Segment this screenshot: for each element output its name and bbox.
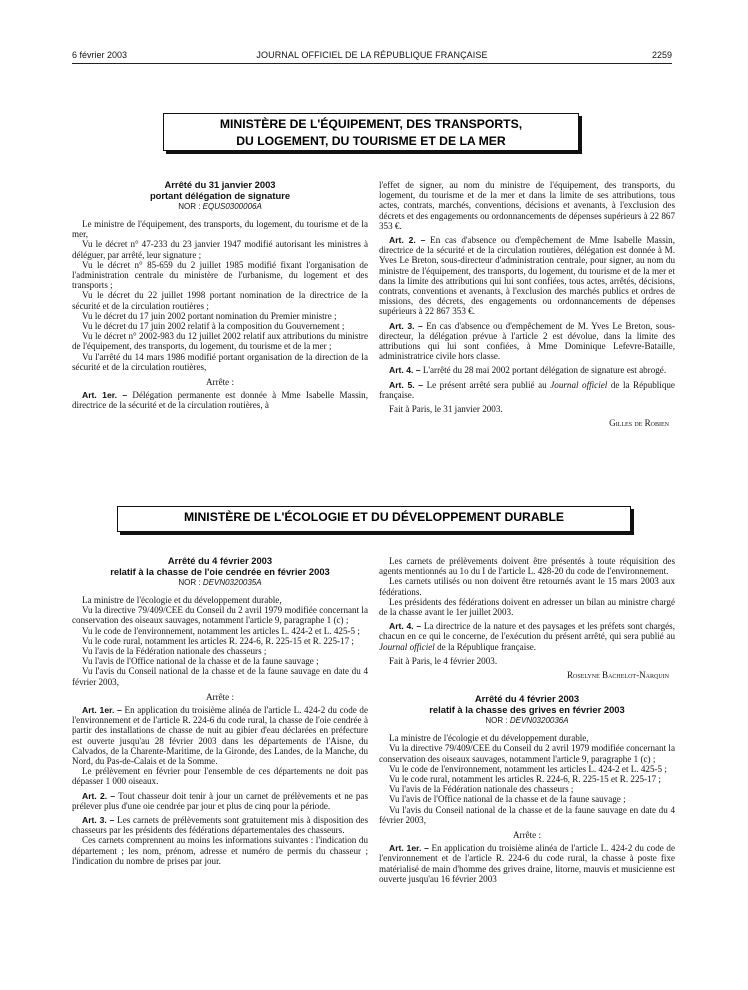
arrete-1-article-5: Art. 5. – Le présent arrêté sera publié au Journal officiel de la République française. xyxy=(379,379,675,400)
arrete-2-article-3-p3: Les carnets de prélèvements doivent être présentés à toute réquisition des agents mentionnés au 1o du I de l'article L. 428-20 du code de l'environnement. xyxy=(379,556,675,577)
arrete-1-arrete-label: Arrête : xyxy=(205,377,235,388)
arrete-1-article-4: Art. 4. – L'arrêté du 28 mai 2002 portant délégation de signature est abrogé. xyxy=(389,365,667,376)
arrete-1-subtitle: portant délégation de signature xyxy=(149,189,291,201)
arrete-2-fait: Fait à Paris, le 4 février 2003. xyxy=(389,655,498,666)
arrete-2-column-right xyxy=(379,556,675,884)
arrete-2-nor: NOR : DEVN0320035A xyxy=(178,578,262,587)
arrete-2-article-3-p5: Les présidents des fédérations doivent en adresser un bilan au ministre chargé de la chasse avant le 1er juillet 2003. xyxy=(379,596,675,618)
arrete-3-subtitle: relatif à la chasse des grives en février 2003 xyxy=(429,703,625,715)
arrete-1-signature: Gilles de Robien xyxy=(609,418,669,429)
journal-title: JOURNAL OFFICIEL DE LA RÉPUBLIQUE FRANÇAISE xyxy=(256,50,488,60)
arrete-2-column-left xyxy=(72,556,368,866)
page-date: 6 février 2003 xyxy=(72,50,128,60)
ministry-line-2: DU LOGEMENT, DU TOURISME ET DE LA MER xyxy=(236,134,506,148)
arrete-1-article-2: Art. 2. – En cas d'absence ou d'empêchement de Mme Isabelle Massin, directrice de la sécurité et de la circulation routières, délégation est donnée à M. Yves Le Breton, sous-directeur d'administration centrale, pour signer, au nom du ministre de l'équipement, des transports, du logement, du tourisme et de la mer et dans la limite des attributions qui lui sont confiées, tous actes, arrêtés, décisions, contrats, conventions et avenants, à l'exclusion des marchés publics et ordres de missions, des décrets, des engagements ou ordonnancements de dépenses supérieurs à 22 867 353 €. xyxy=(379,235,675,317)
arrete-1-title: Arrêté du 31 janvier 2003 xyxy=(164,179,276,190)
arrete-1-article-3: Art. 3. – En cas d'absence ou d'empêchement de M. Yves Le Breton, sous-directeur, la délégation prévue à l'article 2 est dévolue, dans la limite des attributions qui lui sont confiées, à Mme Dominique Lefevre-Bataille, administratrice civile hors classe. xyxy=(379,320,675,362)
arrete-3-arrete-label: Arrête : xyxy=(512,830,542,841)
arrete-3-article-1: Art. 1er. – En application du troisième alinéa de l'article L. 424-2 du code de l'environnement et de l'article R. 224-6 du code rural, la chasse à poste fixe matérialisé de main d'homme des grives draine, litorne, mauvis et musicienne est ouverte jusqu'au 16 février 2003 xyxy=(379,843,675,884)
ministry-line-1: MINISTÈRE DE L'ÉQUIPEMENT, DES TRANSPORTS, xyxy=(219,117,523,131)
arrete-2-article-3-p4: Les carnets utilisés ou non doivent être retournés avant le 15 mars 2003 aux fédérations. xyxy=(379,576,675,597)
arrete-2-article-4: Art. 4. – La directrice de la nature et des paysages et les préfets sont chargés, chacun en ce qui le concerne, de l'exécution du présent arrêté, qui sera publié au Journal officiel de la République française. xyxy=(379,621,675,652)
ministry-heading-equipement xyxy=(163,113,579,151)
arrete-1-visa: Vu le décret du 17 juin 2002 portant nomination du Premier ministre ; xyxy=(82,310,337,321)
arrete-2-visa: Vu la directive 79/409/CEE du Conseil du 2 avril 1979 modifiée concernant la conservation des oiseaux sauvages, notamment l'article 9, paragraphe 1 (c) ; xyxy=(72,605,368,626)
ministry-2-title: MINISTÈRE DE L'ÉCOLOGIE ET DU DÉVELOPPEMENT DURABLE xyxy=(183,510,565,524)
arrete-2-subtitle: relatif à la chasse de l'oie cendrée en février 2003 xyxy=(110,565,330,577)
arrete-1-visa: Vu le décret n° 85-659 du 2 juillet 1985 modifié fixant l'organisation de l'administration centrale du ministère de l'urbanisme, du logement et des transports ; xyxy=(72,259,368,291)
arrete-1-fait: Fait à Paris, le 31 janvier 2003. xyxy=(389,404,503,415)
arrete-1-visa: Vu le décret n° 47-233 du 23 janvier 1947 modifié autorisant les ministres à déléguer, par arrêté, leur signature ; xyxy=(72,239,368,260)
header-rule xyxy=(72,63,672,64)
arrete-2-visa: Vu l'avis de la Fédération nationale des chasseurs ; xyxy=(82,646,267,657)
arrete-2-article-3-p2: Ces carnets comprennent au moins les informations suivantes : l'indication du département ; les nom, prénom, adresse et numéro de permis du chasseur ; l'indication du nombre de prises par jour. xyxy=(72,835,368,866)
arrete-2-visa: Vu le code rural, notamment les articles R. 224-6, R. 225-15 et R. 225-17 ; xyxy=(82,635,354,646)
arrete-1-column-left xyxy=(72,180,368,411)
arrete-2-visa: Vu l'avis de l'Office national de la chasse et de la faune sauvage ; xyxy=(82,656,319,667)
arrete-2-visa: La ministre de l'écologie et du développement durable, xyxy=(82,595,282,605)
arrete-1-article-1: Art. 1er. – Délégation permanente est donnée à Mme Isabelle Massin, directrice de la sécurité et de la circulation routières, à xyxy=(72,390,368,411)
arrete-2-article-2: Art. 2. – Tout chasseur doit tenir à jour un carnet de prélèvements et ne pas prélever plus d'une oie cendrée par jour et plus de cinq pour la période. xyxy=(72,790,368,811)
arrete-2-signature: Roselyne Bachelot-Narquin xyxy=(566,670,669,681)
arrete-3-visa: Vu l'avis de la Fédération nationale des chasseurs ; xyxy=(389,784,574,795)
arrete-1-visa: Vu le décret du 17 juin 2002 relatif à la composition du Gouvernement ; xyxy=(82,321,345,332)
arrete-1-visa: Le ministre de l'équipement, des transports, du logement, du tourisme et de la mer, xyxy=(72,219,368,240)
page-header xyxy=(72,50,672,64)
arrete-2-article-3: Art. 3. – Les carnets de prélèvements sont gratuitement mis à disposition des chasseurs par les présidents des fédérations départementales des chasseurs. xyxy=(72,815,368,836)
arrete-3-visa: La ministre de l'écologie et du développement durable, xyxy=(389,733,589,744)
arrete-3-title: Arrêté du 4 février 2003 xyxy=(474,693,580,705)
arrete-3-visa: Vu l'avis du Conseil national de la chasse et de la faune sauvage en date du 4 février 2003, xyxy=(379,804,675,825)
arrete-2-article-1-p2: Le prélèvement en février pour l'ensemble de ces départements ne doit pas dépasser 1 000 oiseaux. xyxy=(72,766,368,787)
arrete-3-visa: Vu le code de l'environnement, notamment les articles L. 424-2 et L. 425-5 ; xyxy=(389,763,667,774)
arrete-1-visa: Vu l'arrêté du 14 mars 1986 modifié portant organisation de la direction de la sécurité et de la circulation routières, xyxy=(72,351,368,372)
arrete-1-nor: NOR : EQUS0300006A xyxy=(178,202,262,211)
arrete-3-visa: Vu l'avis de l'Office national de la chasse et de la faune sauvage ; xyxy=(389,794,626,805)
arrete-2-visa: Vu le code de l'environnement, notamment les articles L. 424-2 et L. 425-5 ; xyxy=(82,625,360,636)
ministry-heading-ecologie xyxy=(117,506,631,532)
arrete-1-article-1-cont: l'effet de signer, au nom du ministre de l'équipement, des transports, du logement, du tourisme et de la mer et dans la limite de ses attributions, tous actes, contrats, marchés, conventions, décisions et avenants, à l'exclusion des décrets et des engagements ou ordonnancements de dépenses supérieurs à 22 867 353 €. xyxy=(379,180,675,231)
arrete-2-visa: Vu l'avis du Conseil national de la chasse et de la faune sauvage en date du 4 février 2003, xyxy=(72,666,368,687)
arrete-3-nor: NOR : DEVN0320036A xyxy=(485,716,569,726)
arrete-1-visa: Vu le décret du 22 juillet 1998 portant nomination de la directrice de la sécurité et de la circulation routières ; xyxy=(72,290,368,311)
arrete-3-visa: Vu la directive 79/409/CEE du Conseil du 2 avril 1979 modifiée concernant la conservation des oiseaux sauvages, notamment l'article 9, paragraphe 1 (c) ; xyxy=(379,743,675,764)
arrete-1-column-right xyxy=(379,180,675,428)
arrete-2-arrete-label: Arrête : xyxy=(205,691,235,702)
arrete-2-article-1: Art. 1er. – En application du troisième alinéa de l'article L. 424-2 du code de l'environnement et de l'article R. 224-6 du code rural, la chasse de l'oie cendrée à partir des installations de chasse de nuit au gibier d'eau déclarées en préfecture est ouverte jusqu'au 28 février 2003 dans les départements de l'Aisne, du Calvados, de la Charente-Maritime, de la Gironde, des Landes, de la Manche, du Nord, du Pas-de-Calais et de la Somme. xyxy=(72,705,368,767)
arrete-3-visa: Vu le code rural, notamment les articles R. 224-6, R. 225-15 et R. 225-17 ; xyxy=(389,774,661,785)
arrete-2-title: Arrêté du 4 février 2003 xyxy=(167,555,273,566)
page-number: 2259 xyxy=(651,50,672,60)
arrete-1-visa: Vu le décret n° 2002-983 du 12 juillet 2002 relatif aux attributions du ministre de l'équipement, des transports, du logement, du tourisme et de la mer ; xyxy=(72,331,368,352)
